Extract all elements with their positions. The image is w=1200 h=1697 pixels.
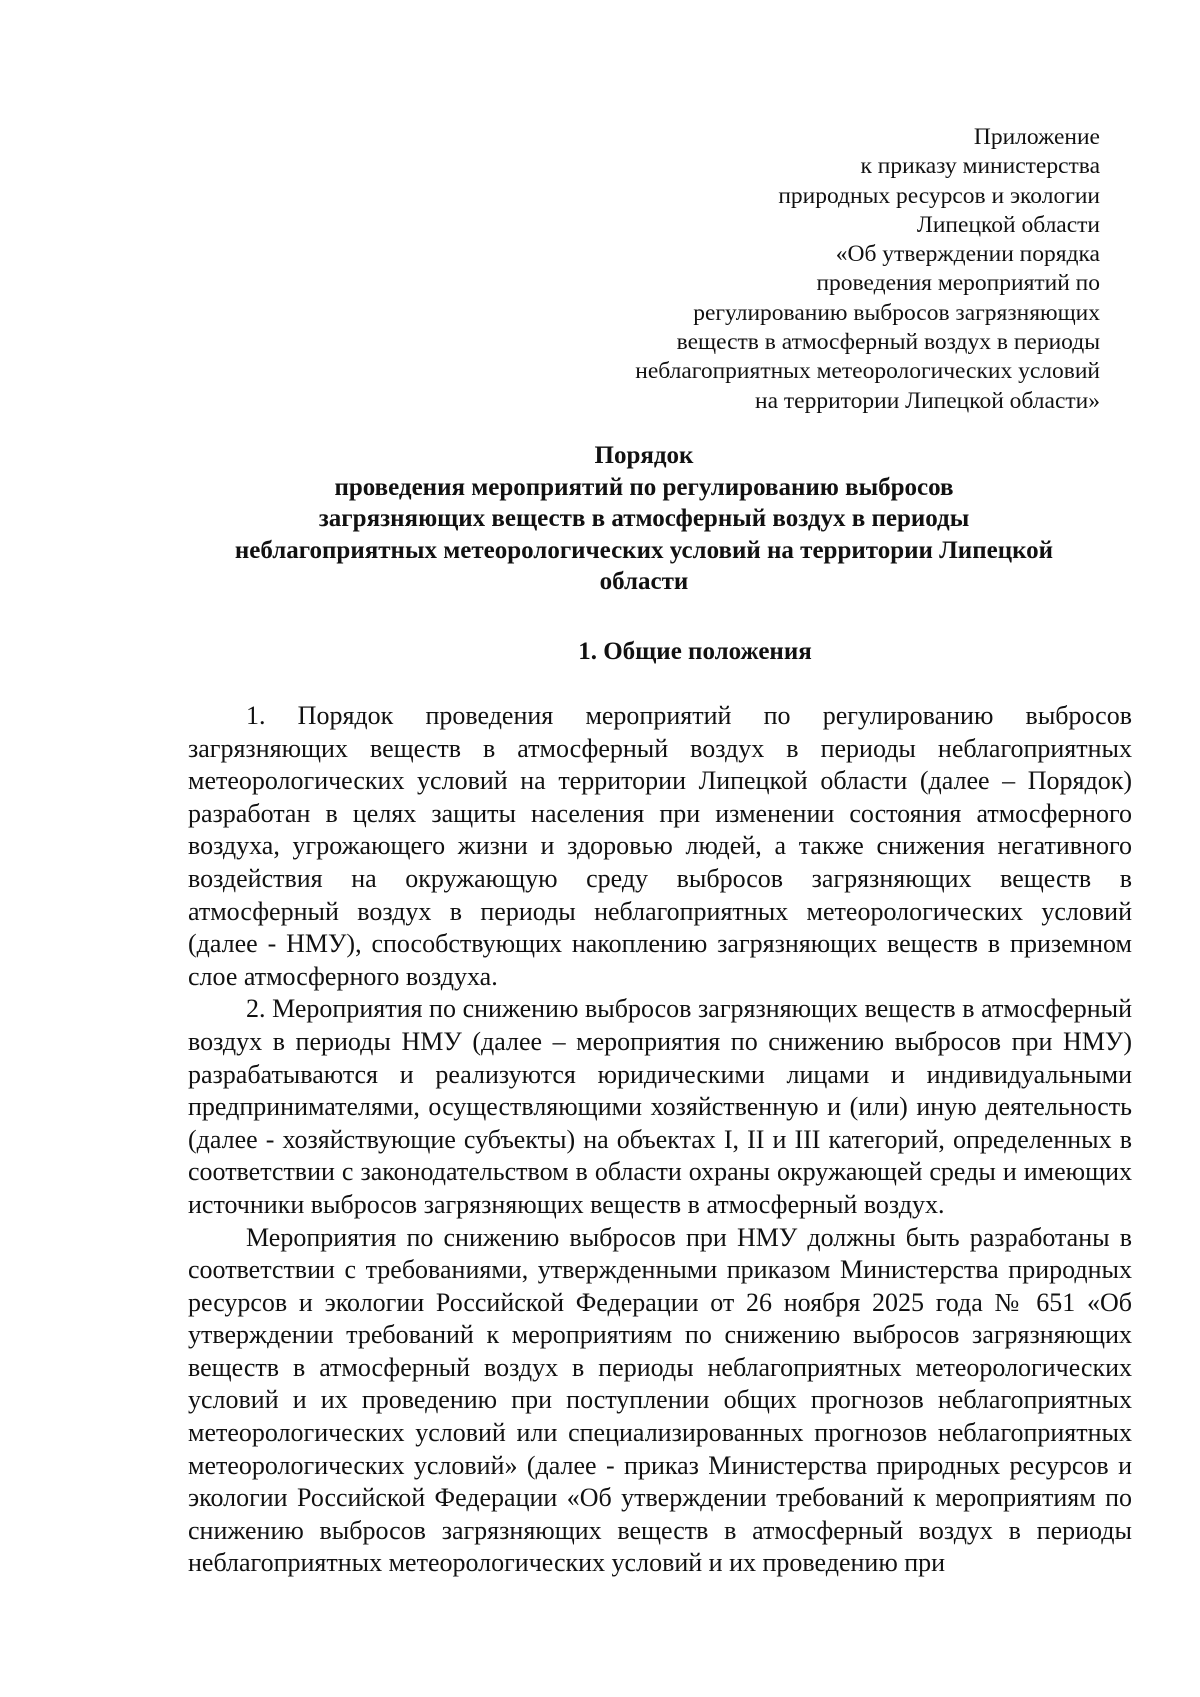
paragraph-2: 2. Мероприятия по снижению выбросов загрязняющих веществ в атмосферный воздух в периоды НМУ (далее – мероприятия по снижению выбросов при НМУ) разрабатываются и реализуются юридическими лицами и индивидуальными предпринимателями, осуществляющими хозяйственную и (или) иную деятельность (далее - хозяйствующие субъекты) на объектах I, II и III категорий, определенных в соответствии с законодательством в области охраны окружающей среды и имеющих источники выбросов загрязняющих веществ в атмосферный воздух. bbox=[188, 994, 1132, 1219]
title-line: загрязняющих веществ в атмосферный воздух в периоды bbox=[318, 505, 970, 532]
title-line: проведения мероприятий по регулированию выбросов bbox=[334, 473, 954, 501]
appendix-line: проведения мероприятий по bbox=[816, 270, 1100, 297]
appendix-line: Липецкой области bbox=[916, 211, 1100, 238]
appendix-line: природных ресурсов и экологии bbox=[778, 182, 1100, 209]
appendix-line: неблагоприятных метеорологических условий bbox=[635, 358, 1100, 385]
title-line: неблагоприятных метеорологических условий на территории Липецкой bbox=[234, 536, 1054, 564]
appendix-line: веществ в атмосферный воздух в периоды bbox=[676, 329, 1100, 356]
section-heading: 1. Общие положения bbox=[578, 638, 812, 665]
appendix-line: «Об утверждении порядка bbox=[835, 241, 1100, 268]
appendix-line: на территории Липецкой области» bbox=[755, 387, 1100, 414]
document-title bbox=[140, 440, 1148, 598]
appendix-line: Приложение bbox=[973, 124, 1100, 150]
document-body bbox=[188, 700, 1132, 1580]
paragraph-1: 1. Порядок проведения мероприятий по регулированию выбросов загрязняющих веществ в атмосферный воздух в периоды неблагоприятных метеорологических условий на территории Липецкой области (далее – Порядок) разработан в целях защиты населения при изменении состояния атмосферного воздуха, угрожающего жизни и здоровью людей, а также снижения негативного воздействия на окружающую среду выбросов загрязняющих веществ в атмосферный воздух в периоды неблагоприятных метеорологических условий (далее - НМУ), способствующих накоплению загрязняющих веществ в приземном слое атмосферного воздуха. bbox=[188, 701, 1132, 991]
appendix-header bbox=[540, 123, 1100, 416]
title-line: области bbox=[599, 568, 689, 595]
appendix-line: к приказу министерства bbox=[860, 153, 1100, 180]
paragraph-3: Мероприятия по снижению выбросов при НМУ должны быть разработаны в соответствии с требованиями, утвержденными приказом Министерства природных ресурсов и экологии Российской Федерации от 26 ноября 2025 года № 651 «Об утверждении требований к мероприятиям по снижению выбросов загрязняющих веществ в атмосферный воздух в периоды неблагоприятных метеорологических условий и их проведению при поступлении общих прогнозов неблагоприятных метеорологических условий или специализированных прогнозов неблагоприятных метеорологических условий» (далее - приказ Министерства природных ресурсов и экологии Российской Федерации «Об утверждении требований к мероприятиям по снижению выбросов загрязняющих веществ в атмосферный воздух в периоды неблагоприятных метеорологических условий и их проведению при bbox=[188, 1222, 1132, 1578]
appendix-line: регулированию выбросов загрязняющих bbox=[693, 299, 1100, 326]
title-line: Порядок bbox=[594, 442, 694, 469]
